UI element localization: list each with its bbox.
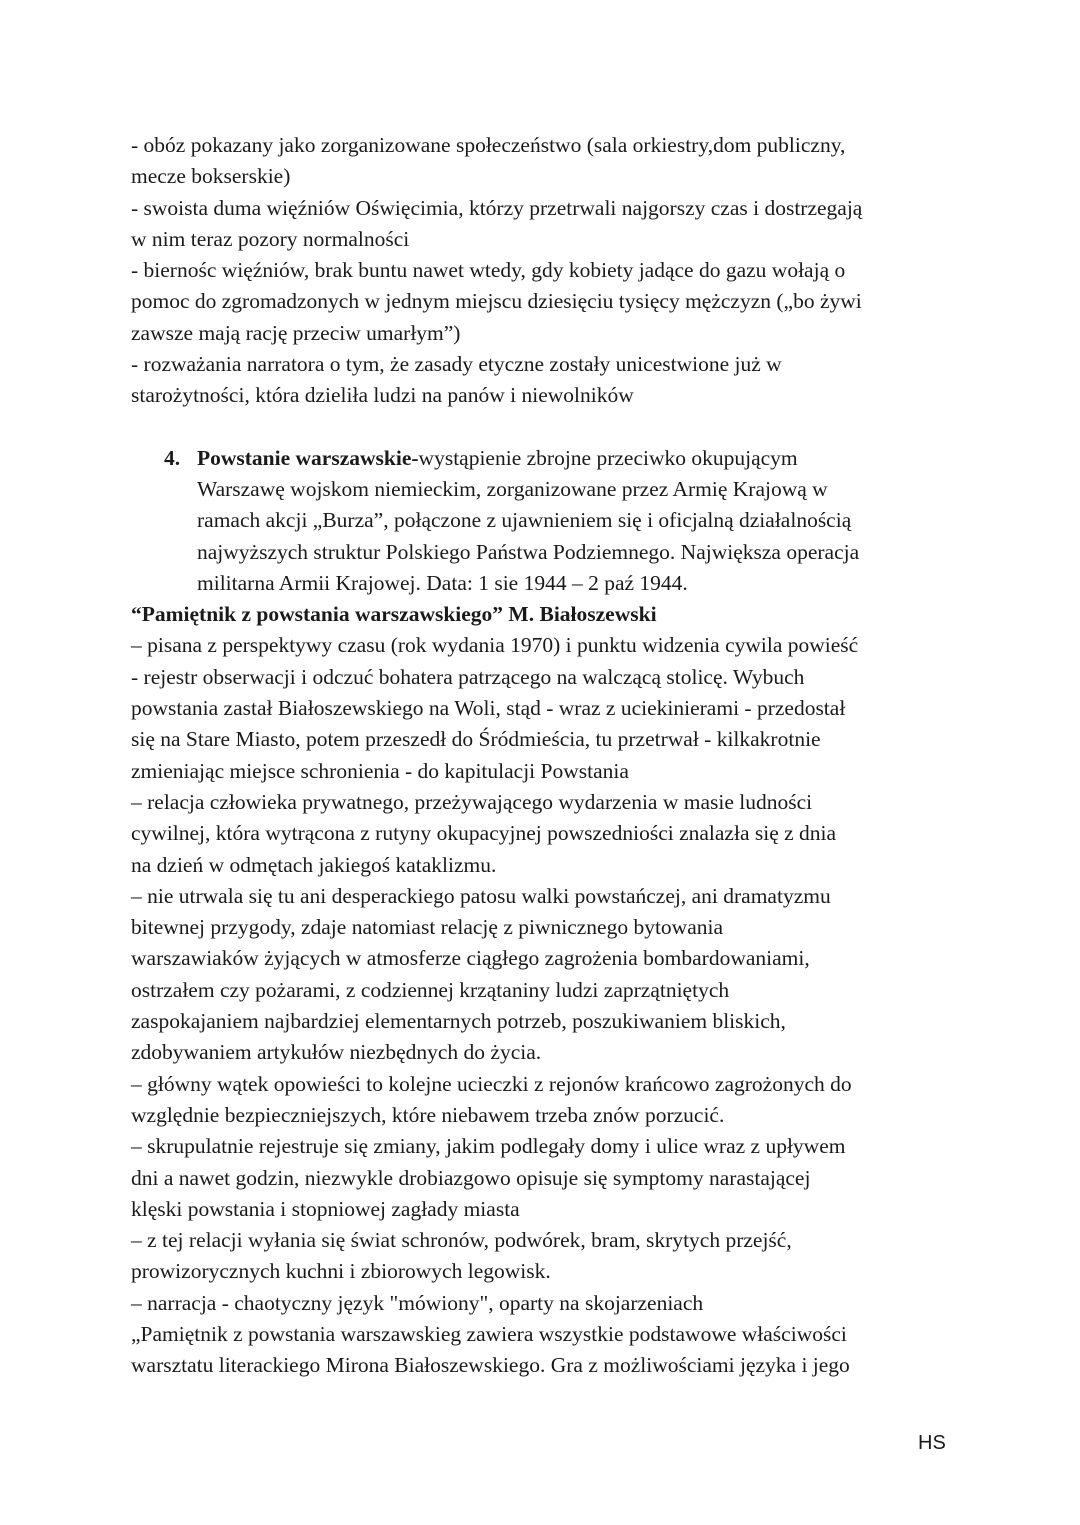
text-line: – relacja człowieka prywatnego, przeżywającego wydarzenia w masie ludności (131, 789, 813, 814)
text-line: warszawiaków żyjących w atmosferze ciągłego zagrożenia bombardowaniami, (131, 946, 810, 971)
text-line: – skrupulatnie rejestruje się zmiany, jakim podlegały domy i ulice wraz z upływem (131, 1134, 846, 1159)
book-title: “Pamiętnik z powstania warszawskiego” M. Białoszewski (131, 602, 657, 627)
list-item-first-line (197, 443, 951, 474)
section-camp-notes (131, 130, 951, 412)
section-book (131, 599, 951, 1381)
text-line: na dzień w odmętach jakiegoś kataklizmu. (131, 852, 497, 877)
document-page (131, 130, 951, 1382)
text-line: ostrzałem czy pożarami, z codziennej krzątaniny ludzi zaprzątniętych (131, 977, 730, 1002)
text-line: najwyższych struktur Polskiego Państwa Podziemnego. Największa operacja (197, 539, 860, 564)
text-line: militarna Armii Krajowej. Data: 1 sie 1944 – 2 paź 1944. (197, 570, 688, 595)
text-line: cywilnej, która wytrącona z rutyny okupacyjnej powszedniości znalazła się z dnia (131, 821, 837, 846)
text-line: dni a nawet godzin, niezwykle drobiazgowo opisuje się symptomy narastającej (131, 1165, 811, 1190)
text-line: pomoc do zgromadzonych w jednym miejscu dziesięciu tysięcy mężczyzn („bo żywi (131, 289, 862, 314)
text-line: – główny wątek opowieści to kolejne ucieczki z rejonów krańcowo zagrożonych do (131, 1071, 852, 1096)
text-line: - swoista duma więźniów Oświęcimia, którzy przetrwali najgorszy czas i dostrzegają (131, 195, 863, 220)
text-line: – pisana z perspektywy czasu (rok wydania 1970) i punktu widzenia cywila powieść (131, 633, 859, 658)
text-line: w nim teraz pozory normalności (131, 226, 410, 251)
text-line: zdobywaniem artykułów niezbędnych do życia. (131, 1040, 542, 1065)
text-line: względnie bezpieczniejszych, które niebawem trzeba znów porzucić. (131, 1102, 725, 1127)
text-line: – nie utrwala się tu ani desperackiego patosu walki powstańczej, ani dramatyzmu (131, 883, 831, 908)
text-line: - obóz pokazany jako zorganizowane społeczeństwo (sala orkiestry,dom publiczny, (131, 133, 846, 157)
text-line: bitewnej przygody, zdaje natomiast relację z piwnicznego bytowania (131, 915, 724, 940)
text-line: – z tej relacji wyłania się świat schronów, podwórek, bram, skrytych przejść, (131, 1228, 792, 1253)
page-footer-initials: HS (918, 1432, 946, 1454)
text-line: klęski powstania i stopniowej zagłady miasta (131, 1196, 520, 1221)
list-item-number: 4. (164, 445, 181, 470)
text-line: „Pamiętnik z powstania warszawskieg zawiera wszystkie podstawowe właściwości (131, 1321, 847, 1346)
text-line: zaspokajaniem najbardziej elementarnych potrzeb, poszukiwaniem bliskich, (131, 1009, 786, 1034)
text-line: starożytności, która dzieliła ludzi na panów i niewolników (131, 383, 634, 408)
text-line: ramach akcji „Burza”, połączone z ujawnieniem się i oficjalną działalnością (197, 508, 852, 533)
text-line: - rejestr obserwacji i odczuć bohatera patrzącego na walczącą stolicę. Wybuch (131, 664, 805, 689)
text-line: – narracja - chaotyczny język "mówiony", oparty na skojarzeniach (131, 1290, 704, 1315)
term-definition-start: wystąpienie zbrojne przeciwko okupującym (418, 445, 798, 470)
text-line: Warszawę wojskom niemieckim, zorganizowane przez Armię Krajową w (197, 476, 828, 501)
text-line: prowizorycznych kuchni i zbiorowych legowisk. (131, 1259, 551, 1284)
paragraph-gap (131, 412, 951, 443)
text-line: zmieniając miejsce schronienia - do kapitulacji Powstania (131, 758, 629, 783)
term-heading: Powstanie warszawskie- (197, 445, 419, 470)
text-line: mecze bokserskie) (131, 164, 291, 189)
text-line: się na Stare Miasto, potem przeszedł do Śródmieścia, tu przetrwał - kilkakrotnie (131, 727, 821, 752)
text-line: - rozważania narratora o tym, że zasady etyczne zostały unicestwione już w (131, 352, 782, 377)
text-line: zawsze mają rację przeciw umarłym”) (131, 320, 461, 345)
list-item-4 (131, 443, 951, 599)
text-line: powstania zastał Białoszewskiego na Woli, stąd - wraz z uciekinierami - przedostał (131, 696, 846, 721)
text-line: warsztatu literackiego Mirona Białoszewskiego. Gra z możliwościami języka i jego (131, 1353, 850, 1378)
text-line: - biernośc więźniów, brak buntu nawet wtedy, gdy kobiety jadące do gazu wołają o (131, 258, 846, 283)
